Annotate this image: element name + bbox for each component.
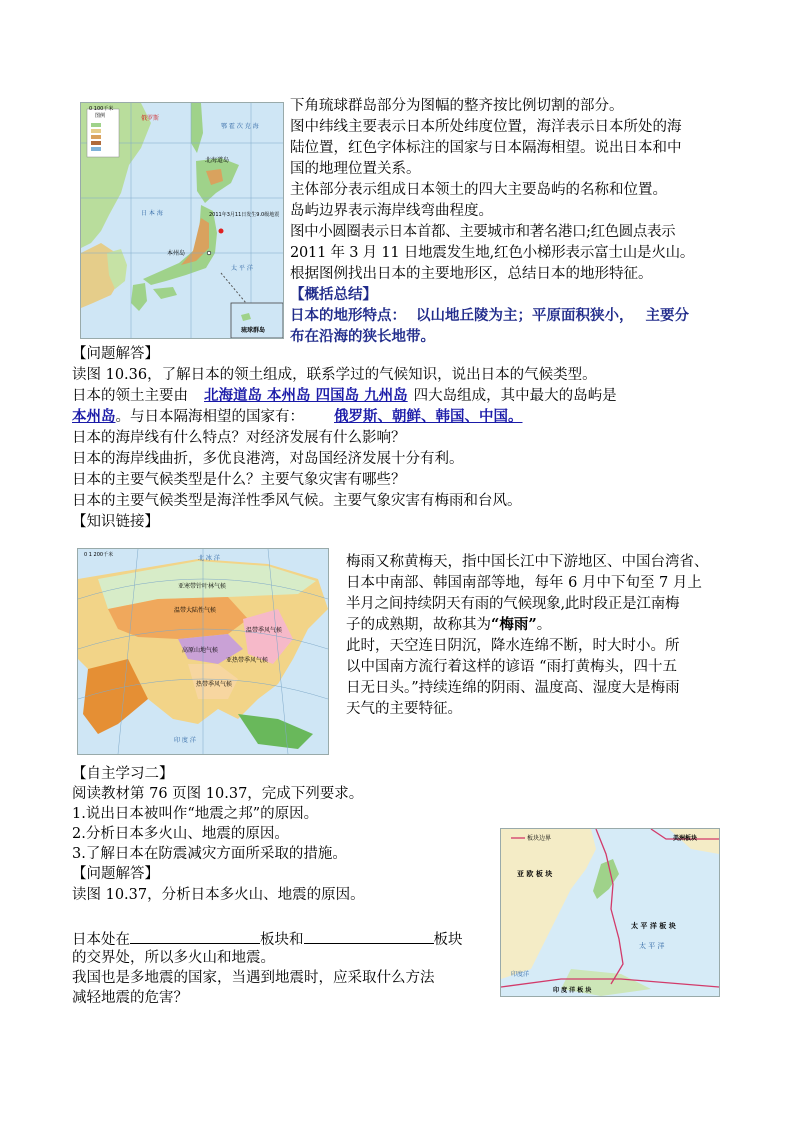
qa-answer-neighbors	[72, 407, 523, 427]
explanation-line: 图中小圆圈表示日本首都、主要城市和著名港口;红色圆点表示	[290, 224, 676, 240]
map-label-ocean-top: 鄂 霍 次 克 海	[221, 123, 259, 130]
fill-line-2: 的交界处，所以多火山和地震。	[72, 950, 275, 966]
explanation-line: 国的地理位置关系。	[290, 161, 421, 177]
qa-question: 读图 10.36，了解日本的领土组成，联系学过的气候知识，说出日本的气候类型。	[72, 367, 597, 383]
meiyu-text	[346, 552, 786, 722]
japan-map	[80, 102, 284, 339]
qa-heading: 【问题解答】	[72, 346, 159, 362]
self-study-line: 2.分析日本多火山、地震的原因。	[72, 826, 289, 842]
map-label-hokkaido: 北海道岛	[205, 157, 230, 164]
question-line: 减轻地震的危害？	[72, 990, 188, 1006]
qa-question-2: 读图 10.37，分析日本多火山、地震的原因。	[72, 887, 365, 903]
meiyu-line: 以中国南方流行着这样的谚语 “雨打黄梅头，四十五	[346, 659, 678, 675]
plate-label-pacific-ocean: 太 平 洋	[639, 942, 665, 950]
explanation-line: 图中纬线主要表示日本所处纬度位置，海洋表示日本所处的海	[290, 119, 682, 135]
meiyu-line: 半月之间持续阴天有雨的气候现象,此时段正是江南梅	[346, 596, 680, 612]
explanation-line: 2011 年 3 月 11 日地震发生地,红色小梯形表示富士山是火山。	[290, 245, 695, 261]
knowledge-heading: 【知识链接】	[72, 514, 159, 530]
climate-label-subtropical: 亚热带季风气候	[226, 657, 269, 664]
plate-label-pacific: 太 平 洋 板 块	[631, 922, 676, 930]
qa-text: 。与日本隔海相望的国家有：	[115, 409, 304, 425]
fill-blank-2[interactable]	[304, 928, 434, 944]
meiyu-term: “梅雨”	[491, 616, 537, 633]
meiyu-line: 天气的主要特征。	[346, 701, 462, 717]
self-study-line: 1.说出日本被叫作“地震之邦”的原因。	[72, 806, 319, 822]
explanation-line: 主体部分表示组成日本领土的四大主要岛屿的名称和位置。	[290, 182, 667, 198]
climate-map-scale: 0 1 200千米	[84, 552, 114, 558]
map-label-russia: 俄罗斯	[141, 115, 160, 122]
answer-islands: 北海道岛 本州岛 四国岛 九州岛	[204, 387, 408, 404]
qa-question: 日本的海岸线有什么特点？对经济发展有什么影响？	[72, 430, 406, 446]
explanation-line: 下角琉球群岛部分为图幅的整齐按比例切割的部分。	[290, 98, 624, 114]
meiyu-line: 梅雨又称黄梅天，指中国长江中下游地区、中国台湾省、	[346, 554, 709, 570]
self-study-heading: 【自主学习二】	[72, 766, 174, 782]
plate-label-indian-ocean: 印度洋	[511, 971, 530, 978]
meiyu-line	[346, 615, 551, 636]
climate-label-subarctic: 亚寒带针叶林气候	[178, 583, 227, 590]
qa-heading-2: 【问题解答】	[72, 866, 159, 882]
fill-blank-1[interactable]	[130, 928, 260, 944]
qa-answer: 日本的海岸线曲折，多优良港湾，对岛国经济发展十分有利。	[72, 451, 464, 467]
plate-map	[500, 828, 720, 997]
climate-map-arctic: 北 冰 洋	[198, 555, 220, 562]
climate-label-plateau: 高原山地气候	[182, 647, 219, 654]
map-quake-note: 2011年3月11日发生9.0级地震	[209, 212, 280, 218]
qa-text: 四大岛组成，其中最大的岛屿是	[413, 388, 617, 404]
climate-label-temperate-mon: 温带季风气候	[246, 627, 283, 634]
summary-line	[290, 306, 689, 327]
summary-label: 日本的地形特点：	[290, 307, 406, 324]
meiyu-text-span: 。	[536, 617, 552, 633]
map-label-pacific: 太 平 洋	[231, 265, 253, 272]
meiyu-text-span: 子的成熟期，故称其为	[346, 617, 491, 633]
self-study-section	[72, 764, 492, 1014]
self-study-line: 3.了解日本在防震减灾方面所采取的措施。	[72, 846, 347, 862]
explanation-line: 根据图例找出日本的主要地形区，总结日本的地形特征。	[290, 266, 653, 282]
map-label-sea-japan: 日 本 海	[141, 210, 163, 217]
meiyu-line: 日本中南部、韩国南部等地，每年 6 月中下旬至 7 月上	[346, 575, 702, 591]
qa-text: 日本的领土主要由	[72, 388, 188, 404]
summary-text: 以山地丘陵为主；平原面积狭小，	[416, 307, 634, 324]
asia-climate-map	[77, 548, 329, 755]
climate-label-temperate-cont: 温带大陆性气候	[174, 607, 217, 614]
meiyu-line: 日无日头。”持续连绵的阴雨、温度高、湿度大是梅雨	[346, 680, 680, 696]
map-explanation	[290, 96, 770, 345]
map-label-honshu: 本州岛	[167, 250, 186, 257]
plate-map-graphic	[501, 829, 719, 996]
climate-label-tropical: 热带季风气候	[196, 681, 233, 688]
map-scale-label: 0 100千米	[89, 106, 114, 112]
map-legend-title: 图例	[95, 113, 106, 119]
qa-answer-islands	[72, 386, 617, 406]
map-ryukyu-title: 琉球群岛	[241, 327, 266, 334]
explanation-line: 陆位置，红色字体标注的国家与日本隔海相望。说出日本和中	[290, 140, 682, 156]
self-study-line: 阅读教材第 76 页图 10.37，完成下列要求。	[72, 786, 364, 802]
fill-in-line	[72, 928, 463, 950]
plate-label-eurasian: 亚 欧 板 块	[517, 870, 553, 878]
summary-heading: 【概括总结】	[290, 286, 377, 303]
qa-section-1	[72, 344, 772, 534]
qa-answer: 日本的主要气候类型是海洋性季风气候。主要气象灾害有梅雨和台风。	[72, 493, 522, 509]
plate-legend: 板块边界	[527, 835, 552, 842]
plate-label-indian: 印 度 洋 板 块	[553, 987, 592, 994]
answer-neighbors: 俄罗斯、朝鲜、韩国、中国。	[334, 408, 523, 425]
explanation-line: 岛屿边界表示海岸线弯曲程度。	[290, 203, 493, 219]
summary-line-2: 布在沿海的狭长地带。	[290, 328, 435, 345]
question-line: 我国也是多地震的国家，当遇到地震时，应采取什么方法	[72, 970, 435, 986]
summary-text-cont: 主要分	[645, 307, 689, 324]
climate-label-indian: 印 度 洋	[174, 737, 196, 744]
fill-text: 板块	[433, 932, 463, 948]
plate-label-american: 美洲板块	[673, 835, 698, 842]
qa-question: 日本的主要气候类型是什么？主要气象灾害有哪些？	[72, 472, 406, 488]
answer-largest-island: 本州岛	[72, 408, 116, 425]
japan-map-graphic	[81, 103, 283, 338]
fill-text: 板块和	[260, 932, 304, 948]
meiyu-line: 此时，天空连日阴沉，降水连绵不断，时大时小。所	[346, 638, 680, 654]
fill-text: 日本处在	[72, 932, 130, 948]
